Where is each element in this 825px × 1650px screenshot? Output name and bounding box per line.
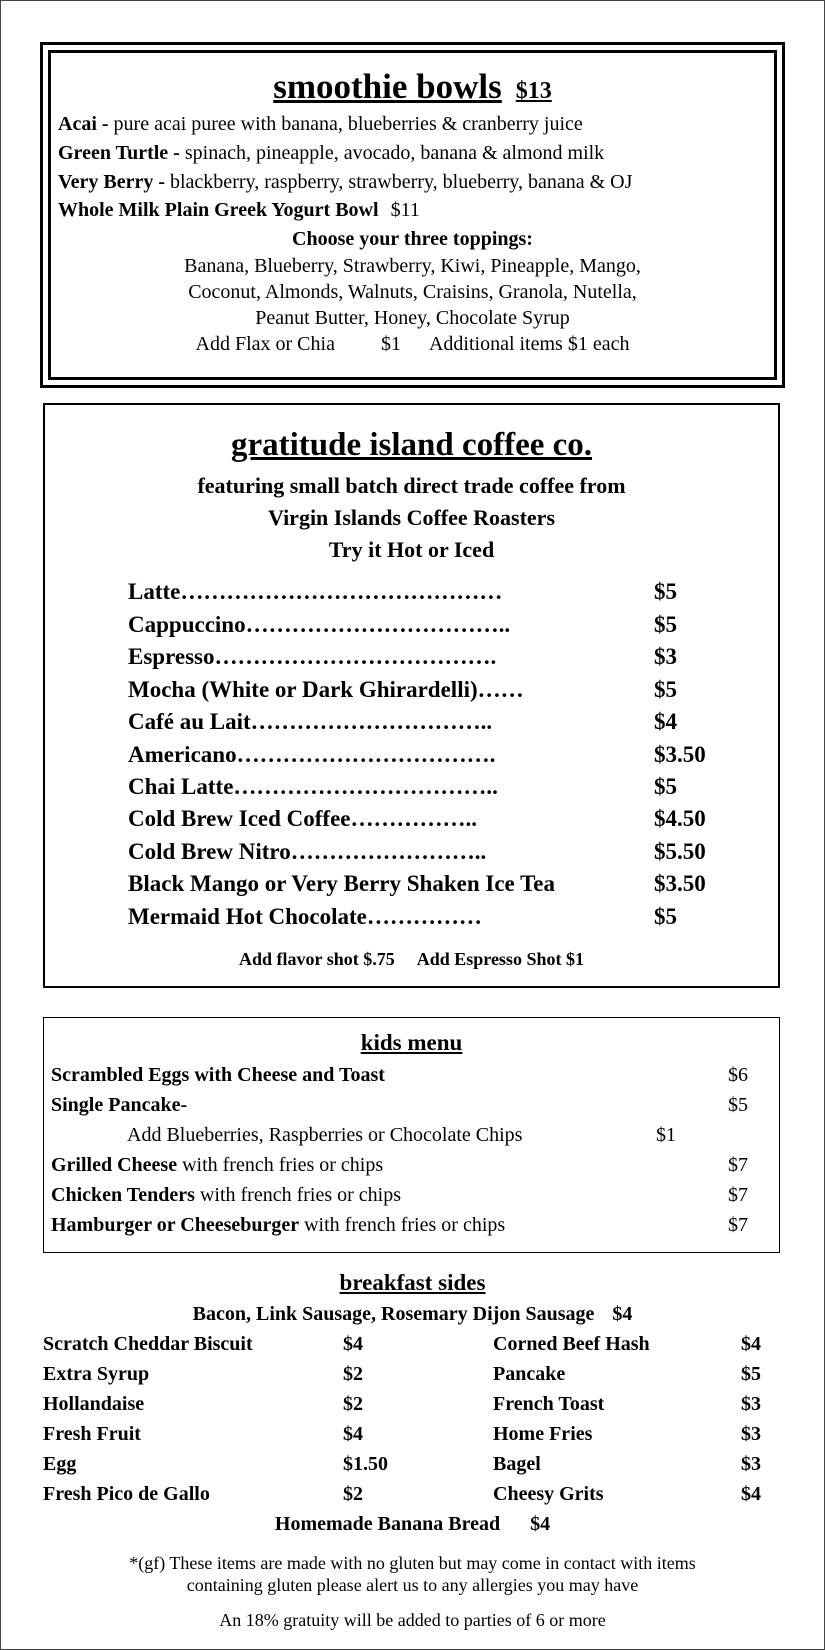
coffee-item-price: $5 — [654, 579, 677, 604]
side-item-price: $1.50 — [343, 1453, 388, 1475]
kids-item — [51, 1214, 505, 1237]
toppings-heading-text: Choose your three toppings: — [292, 228, 533, 250]
sides-meats-line — [0, 1303, 825, 1326]
coffee-item-price: $5.50 — [654, 839, 706, 864]
kids-item-desc: with french fries or chips — [177, 1154, 384, 1176]
coffee-item-name: Latte…………………………………… — [128, 579, 503, 604]
side-item-price: $4 — [741, 1483, 761, 1505]
coffee-item-price: $4 — [654, 709, 677, 734]
coffee-item-price: $5 — [654, 774, 677, 799]
yogurt-bowl-name: Whole Milk Plain Greek Yogurt Bowl — [58, 199, 379, 221]
side-item-name: Bagel — [493, 1453, 541, 1475]
smoothie-price: $13 — [515, 78, 552, 104]
kids-item — [51, 1154, 383, 1177]
smoothie-item — [58, 142, 604, 165]
side-item-price: $4 — [343, 1423, 363, 1445]
smoothie-item-name: Very Berry - — [58, 171, 165, 193]
banana-bread-price: $4 — [530, 1513, 551, 1535]
coffee-heading — [45, 427, 778, 464]
kids-item-price: $7 — [728, 1184, 748, 1206]
banana-bread-line — [0, 1513, 825, 1536]
kids-item-price: $7 — [728, 1214, 748, 1236]
side-item-name: Fresh Fruit — [43, 1423, 141, 1445]
kids-item-name: Hamburger or Cheeseburger — [51, 1214, 300, 1236]
coffee-item-name: Black Mango or Very Berry Shaken Ice Tea — [128, 871, 556, 896]
sides-meats: Bacon, Link Sausage, Rosemary Dijon Sausage — [192, 1303, 595, 1325]
coffee-item-name: Cappuccino…………………………….. — [128, 612, 511, 637]
kids-item-price: $6 — [728, 1064, 748, 1086]
pancake-addon: Add Blueberries, Raspberries or Chocolate Chips — [127, 1124, 523, 1146]
sides-heading — [0, 1270, 825, 1296]
toppings-heading — [51, 228, 774, 251]
coffee-subtitle-line: Try it Hot or Iced — [328, 537, 495, 562]
coffee-item-name: Café au Lait………………………….. — [128, 709, 493, 734]
coffee-item-price: $5 — [654, 677, 677, 702]
coffee-item-name: Cold Brew Iced Coffee…………….. — [128, 806, 477, 831]
kids-item-desc: with french fries or chips — [299, 1214, 506, 1236]
coffee-item-name: Chai Latte…………………………….. — [128, 774, 498, 799]
flavor-shot-note: Add flavor shot $.75 — [239, 949, 395, 969]
gratuity-note: An 18% gratuity will be added to parties of 6 or more — [219, 1610, 606, 1630]
kids-item-price: $5 — [728, 1094, 748, 1116]
coffee-item-price: $3.50 — [654, 871, 706, 896]
side-item-name: Cheesy Grits — [493, 1483, 604, 1505]
coffee-item-name: Americano……………………………. — [128, 742, 496, 767]
kids-heading — [44, 1030, 779, 1056]
espresso-shot-note: Add Espresso Shot $1 — [416, 949, 584, 969]
side-item-price: $2 — [343, 1483, 363, 1505]
yogurt-bowl-line — [58, 199, 420, 222]
smoothie-heading — [51, 67, 774, 107]
sides-title: breakfast sides — [339, 1270, 486, 1295]
coffee-item-price: $3 — [654, 644, 677, 669]
smoothie-item-desc: pure acai puree with banana, blueberries & cranberry juice — [108, 113, 583, 135]
coffee-item-price: $4.50 — [654, 806, 706, 831]
side-item-price: $3 — [741, 1423, 761, 1445]
coffee-item-price: $5 — [654, 612, 677, 637]
coffee-item-name: Mermaid Hot Chocolate…………… — [128, 904, 482, 929]
toppings-line: Peanut Butter, Honey, Chocolate Syrup — [255, 307, 570, 329]
kids-item — [51, 1094, 187, 1117]
side-item-name: Pancake — [493, 1363, 566, 1385]
kids-item-name: Chicken Tenders — [51, 1184, 195, 1206]
smoothie-bowls-section — [40, 42, 785, 388]
side-item-price: $2 — [343, 1363, 363, 1385]
side-item-name: Extra Syrup — [43, 1363, 150, 1385]
gluten-note-line: containing gluten please alert us to any allergies you may have — [186, 1575, 639, 1595]
coffee-item-price: $3.50 — [654, 742, 706, 767]
kids-item-name: Single Pancake- — [51, 1094, 188, 1116]
kids-item — [51, 1184, 401, 1207]
coffee-subtitle-line: featuring small batch direct trade coffee from — [197, 473, 626, 498]
side-item-price: $4 — [343, 1333, 363, 1355]
pancake-addon-price: $1 — [656, 1124, 676, 1146]
side-item-name: Fresh Pico de Gallo — [43, 1483, 210, 1505]
kids-item-desc: with french fries or chips — [194, 1184, 401, 1206]
side-item-price: $4 — [741, 1333, 761, 1355]
toppings-line: Banana, Blueberry, Strawberry, Kiwi, Pineapple, Mango, — [184, 255, 641, 277]
side-item-price: $5 — [741, 1363, 761, 1385]
smoothie-item-name: Green Turtle - — [58, 142, 180, 164]
sides-meats-price: $4 — [612, 1303, 633, 1325]
side-item-name: French Toast — [493, 1393, 605, 1415]
kids-item-name: Grilled Cheese — [51, 1154, 178, 1176]
side-item-name: Corned Beef Hash — [493, 1333, 650, 1355]
kids-item-name: Scrambled Eggs with Cheese and Toast — [51, 1064, 385, 1086]
banana-bread: Homemade Banana Bread — [274, 1513, 501, 1535]
coffee-item-price: $5 — [654, 904, 677, 929]
kids-item — [51, 1064, 385, 1087]
smoothie-addons — [51, 333, 774, 356]
coffee-item-name: Mocha (White or Dark Ghirardelli)…… — [128, 677, 524, 702]
addon-flax-price: $1 — [380, 333, 401, 355]
kids-title: kids menu — [360, 1030, 463, 1055]
side-item-name: Hollandaise — [43, 1393, 145, 1415]
kids-menu-section — [43, 1017, 780, 1253]
coffee-item-name: Espresso………………………………. — [128, 644, 497, 669]
side-item-name: Egg — [43, 1453, 77, 1475]
smoothie-title: smoothie bowls — [273, 67, 502, 106]
coffee-footer — [45, 949, 778, 970]
side-item-name: Scratch Cheddar Biscuit — [43, 1333, 253, 1355]
smoothie-item — [58, 113, 583, 136]
toppings-line: Coconut, Almonds, Walnuts, Craisins, Granola, Nutella, — [188, 281, 637, 303]
smoothie-item — [58, 171, 632, 194]
kids-item-price: $7 — [728, 1154, 748, 1176]
coffee-title: gratitude island coffee co. — [230, 427, 593, 463]
gluten-note-line: *(gf) These items are made with no gluten but may come in contact with items — [129, 1553, 696, 1573]
smoothie-inner-border — [48, 50, 777, 380]
coffee-section — [43, 403, 780, 988]
smoothie-item-desc: spinach, pineapple, avocado, banana & almond milk — [179, 142, 605, 164]
side-item-price: $2 — [343, 1393, 363, 1415]
smoothie-item-name: Acai - — [58, 113, 109, 135]
yogurt-bowl-price: $11 — [390, 199, 420, 221]
side-item-name: Home Fries — [493, 1423, 593, 1445]
side-item-price: $3 — [741, 1453, 761, 1475]
addon-flax: Add Flax or Chia — [195, 333, 335, 355]
side-item-price: $3 — [741, 1393, 761, 1415]
addon-additional: Additional items $1 each — [428, 333, 630, 355]
coffee-item-name: Cold Brew Nitro…………………….. — [128, 839, 487, 864]
coffee-subtitle-line: Virgin Islands Coffee Roasters — [268, 505, 555, 530]
smoothie-item-desc: blackberry, raspberry, strawberry, blueberry, banana & OJ — [165, 171, 633, 193]
